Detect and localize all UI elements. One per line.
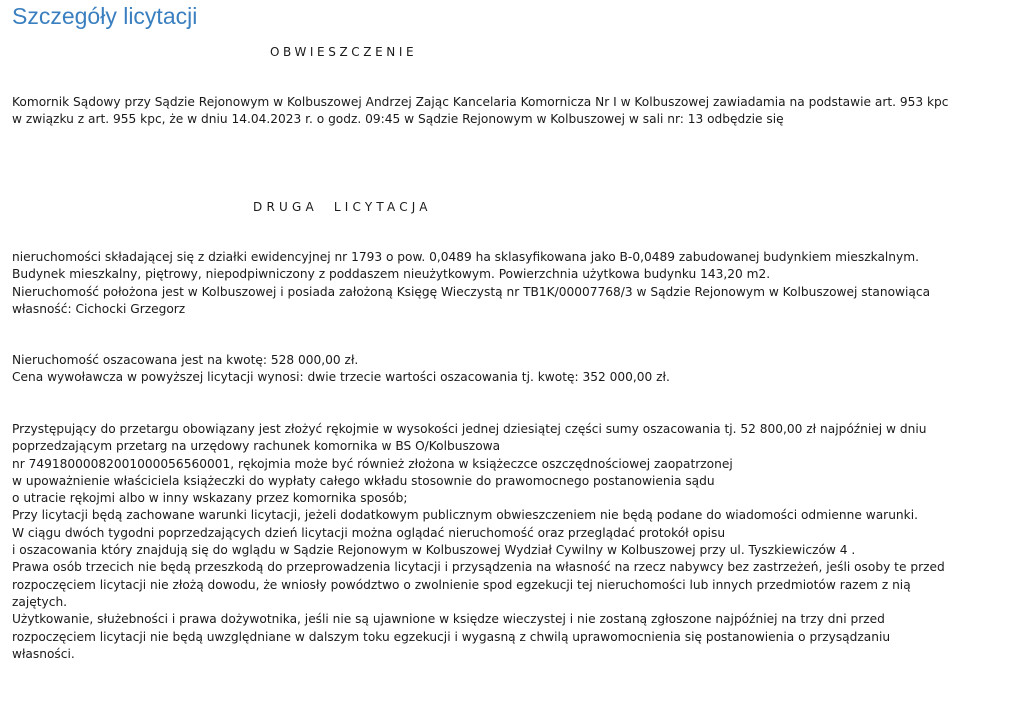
- terms-line: o utracie rękojmi albo w inny wskazany przez komornika sposób;: [12, 491, 408, 506]
- terms-line: Przy licytacji będą zachowane warunki licytacji, jeżeli dodatkowym publicznym obwieszczeniem nie będą podane do wiadomości odmienne warunki.: [12, 508, 918, 523]
- notice-intro: [12, 94, 1012, 129]
- property-description: [12, 249, 1012, 318]
- terms-line: W ciągu dwóch tygodni poprzedzających dzień licytacji można oglądać nieruchomość oraz przeglądać protokół opisu: [12, 525, 726, 540]
- property-line: Nieruchomość położona jest w Kolbuszowej i posiada założoną Księgę Wieczystą nr TB1K/00007768/3 w Sądzie Rejonowym w Kolbuszowej stanowiąca: [12, 284, 931, 299]
- property-line: własność: Cichocki Grzegorz: [12, 301, 186, 316]
- valuation-line: Nieruchomość oszacowana jest na kwotę: 528 000,00 zł.: [12, 353, 359, 367]
- terms-line: nr 74918000082001000056560001, rękojmia może być również złożona w książeczce oszczędnościowej zaopatrzonej: [12, 456, 733, 471]
- terms-line: w upoważnienie właściciela książeczki do wypłaty całego wkładu stosownie do prawomocnego postanowienia sądu: [12, 473, 715, 488]
- property-line: Budynek mieszkalny, piętrowy, niepodpiwniczony z poddaszem nieużytkowym. Powierzchnia użytkowa budynku 143,20 m2.: [12, 267, 771, 282]
- notice-heading: OBWIESZCZENIE: [270, 45, 418, 59]
- auction-terms: [12, 421, 1012, 663]
- terms-line: Prawa osób trzecich nie będą przeszkodą do przeprowadzenia licytacji i przysądzenia na własność na rzecz nabywcy bez zastrzeżeń, jeśli osoby te przed: [12, 560, 945, 575]
- auction-heading: DRUGA LICYTACJA: [253, 200, 432, 214]
- valuation-line: Cena wywoławcza w powyższej licytacji wynosi: dwie trzecie wartości oszacowania tj. kwotę: 352 000,00 zł.: [12, 370, 670, 385]
- terms-line: rozpoczęciem licytacji nie będą uwzględniane w dalszym toku egzekucji i wygasną z chwilą uprawomocnienia się postanowienia o przysądzaniu: [12, 629, 891, 644]
- terms-line: Przystępujący do przetargu obowiązany jest złożyć rękojmie w wysokości jednej dziesiątej części sumy oszacowania tj. 52 800,00 zł najpóźniej w dniu: [12, 422, 927, 436]
- terms-line: Użytkowanie, służebności i prawa dożywotnika, jeśli nie są ujawnione w księdze wieczystej i nie zostaną zgłoszone najpóźniej na trzy dni przed: [12, 612, 885, 627]
- valuation: [12, 352, 1012, 387]
- terms-line: własności.: [12, 646, 75, 661]
- terms-line: rozpoczęciem licytacji nie złożą dowodu, że wniosły powództwo o zwolnienie spod egzekucji tej nieruchomości lub innych przedmiotów razem z nią: [12, 577, 911, 592]
- notice-intro-line: w związku z art. 955 kpc, że w dniu 14.04.2023 r. o godz. 09:45 w Sądzie Rejonowym w Kolbuszowej w sali nr: 13 odbędzie się: [12, 112, 784, 127]
- terms-line: poprzedzającym przetarg na urzędowy rachunek komornika w BS O/Kolbuszowa: [12, 439, 501, 454]
- notice-intro-line: Komornik Sądowy przy Sądzie Rejonowym w Kolbuszowej Andrzej Zając Kancelaria Komornicza Nr I w Kolbuszowej zawiadamia na podstawie art. 953 kpc: [12, 95, 949, 109]
- terms-line: zajętych.: [12, 594, 68, 609]
- property-line: nieruchomości składającej się z działki ewidencyjnej nr 1793 o pow. 0,0489 ha sklasyfikowana jako B-0,0489 zabudowanej budynkiem mieszkalnym.: [12, 250, 919, 264]
- terms-line: i oszacowania który znajdują się do wglądu w Sądzie Rejonowym w Kolbuszowej Wydział Cywilny w Kolbuszowej przy ul. Tyszkiewiczów 4 .: [12, 543, 856, 558]
- page-title: Szczegóły licytacji: [12, 3, 198, 29]
